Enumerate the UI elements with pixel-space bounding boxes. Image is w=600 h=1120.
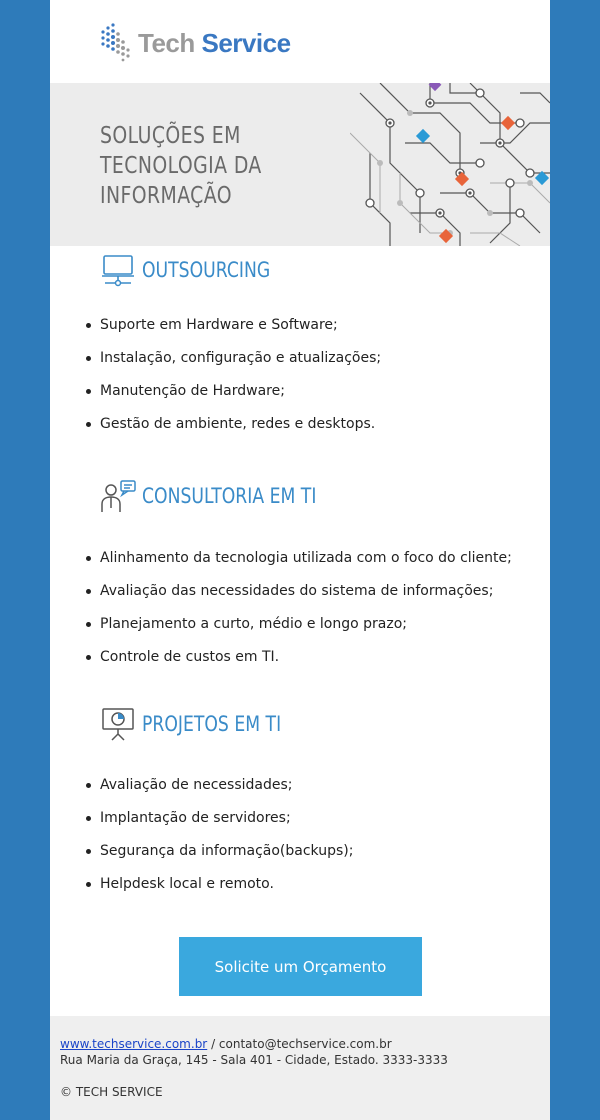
consultoria-list [100,549,530,681]
circuit-pattern-icon [350,83,550,246]
projetos-list [100,776,530,908]
section-title: CONSULTORIA EM TI [142,484,317,508]
list-item: Planejamento a curto, médio e longo prazo; [100,615,530,648]
list-item: Instalação, configuração e atualizações; [100,349,530,382]
logo-text-service: Service [201,27,291,58]
footer-separator: / [207,1037,219,1051]
logo-text [138,28,291,59]
section-title: OUTSOURCING [142,258,271,282]
section-consultoria-header [100,476,355,516]
email-footer [50,1016,550,1120]
footer-copyright: © TECH SERVICE [60,1085,163,1099]
footer-address: Rua Maria da Graça, 145 - Sala 401 - Cidade, Estado. 3333-3333 [60,1053,448,1067]
banner-title [100,121,297,211]
banner-title-line: TECNOLOGIA DA [100,153,262,179]
email-header [50,0,550,83]
section-outsourcing-header [100,250,298,290]
list-item: Alinhamento da tecnologia utilizada com o foco do cliente; [100,549,530,582]
request-quote-button[interactable]: Solicite um Orçamento [179,937,422,996]
outsourcing-list [100,316,530,448]
list-item: Gestão de ambiente, redes e desktops. [100,415,530,448]
list-item: Segurança da informação(backups); [100,842,530,875]
email-container [50,0,550,1120]
section-projetos-header [100,704,312,744]
logo-dots-icon [100,22,132,64]
list-item: Implantação de servidores; [100,809,530,842]
list-item: Suporte em Hardware e Software; [100,316,530,349]
banner-title-line: SOLUÇÕES EM [100,123,241,149]
section-title: PROJETOS EM TI [142,712,282,736]
list-item: Manutenção de Hardware; [100,382,530,415]
banner-title-line: INFORMAÇÃO [100,183,232,209]
hero-banner [50,83,550,246]
tech-service-logo[interactable] [100,22,291,64]
presentation-icon [100,706,136,742]
footer-contact-line [60,1036,540,1052]
list-item: Controle de custos em TI. [100,648,530,681]
list-item: Avaliação das necessidades do sistema de informações; [100,582,530,615]
list-item: Helpdesk local e remoto. [100,875,530,908]
list-item: Avaliação de necessidades; [100,776,530,809]
contact-email: contato@techservice.com.br [218,1037,392,1051]
laptop-icon [100,252,136,288]
website-link[interactable]: www.techservice.com.br [60,1037,208,1051]
logo-text-tech: Tech [138,27,195,58]
consultant-icon [100,478,136,514]
